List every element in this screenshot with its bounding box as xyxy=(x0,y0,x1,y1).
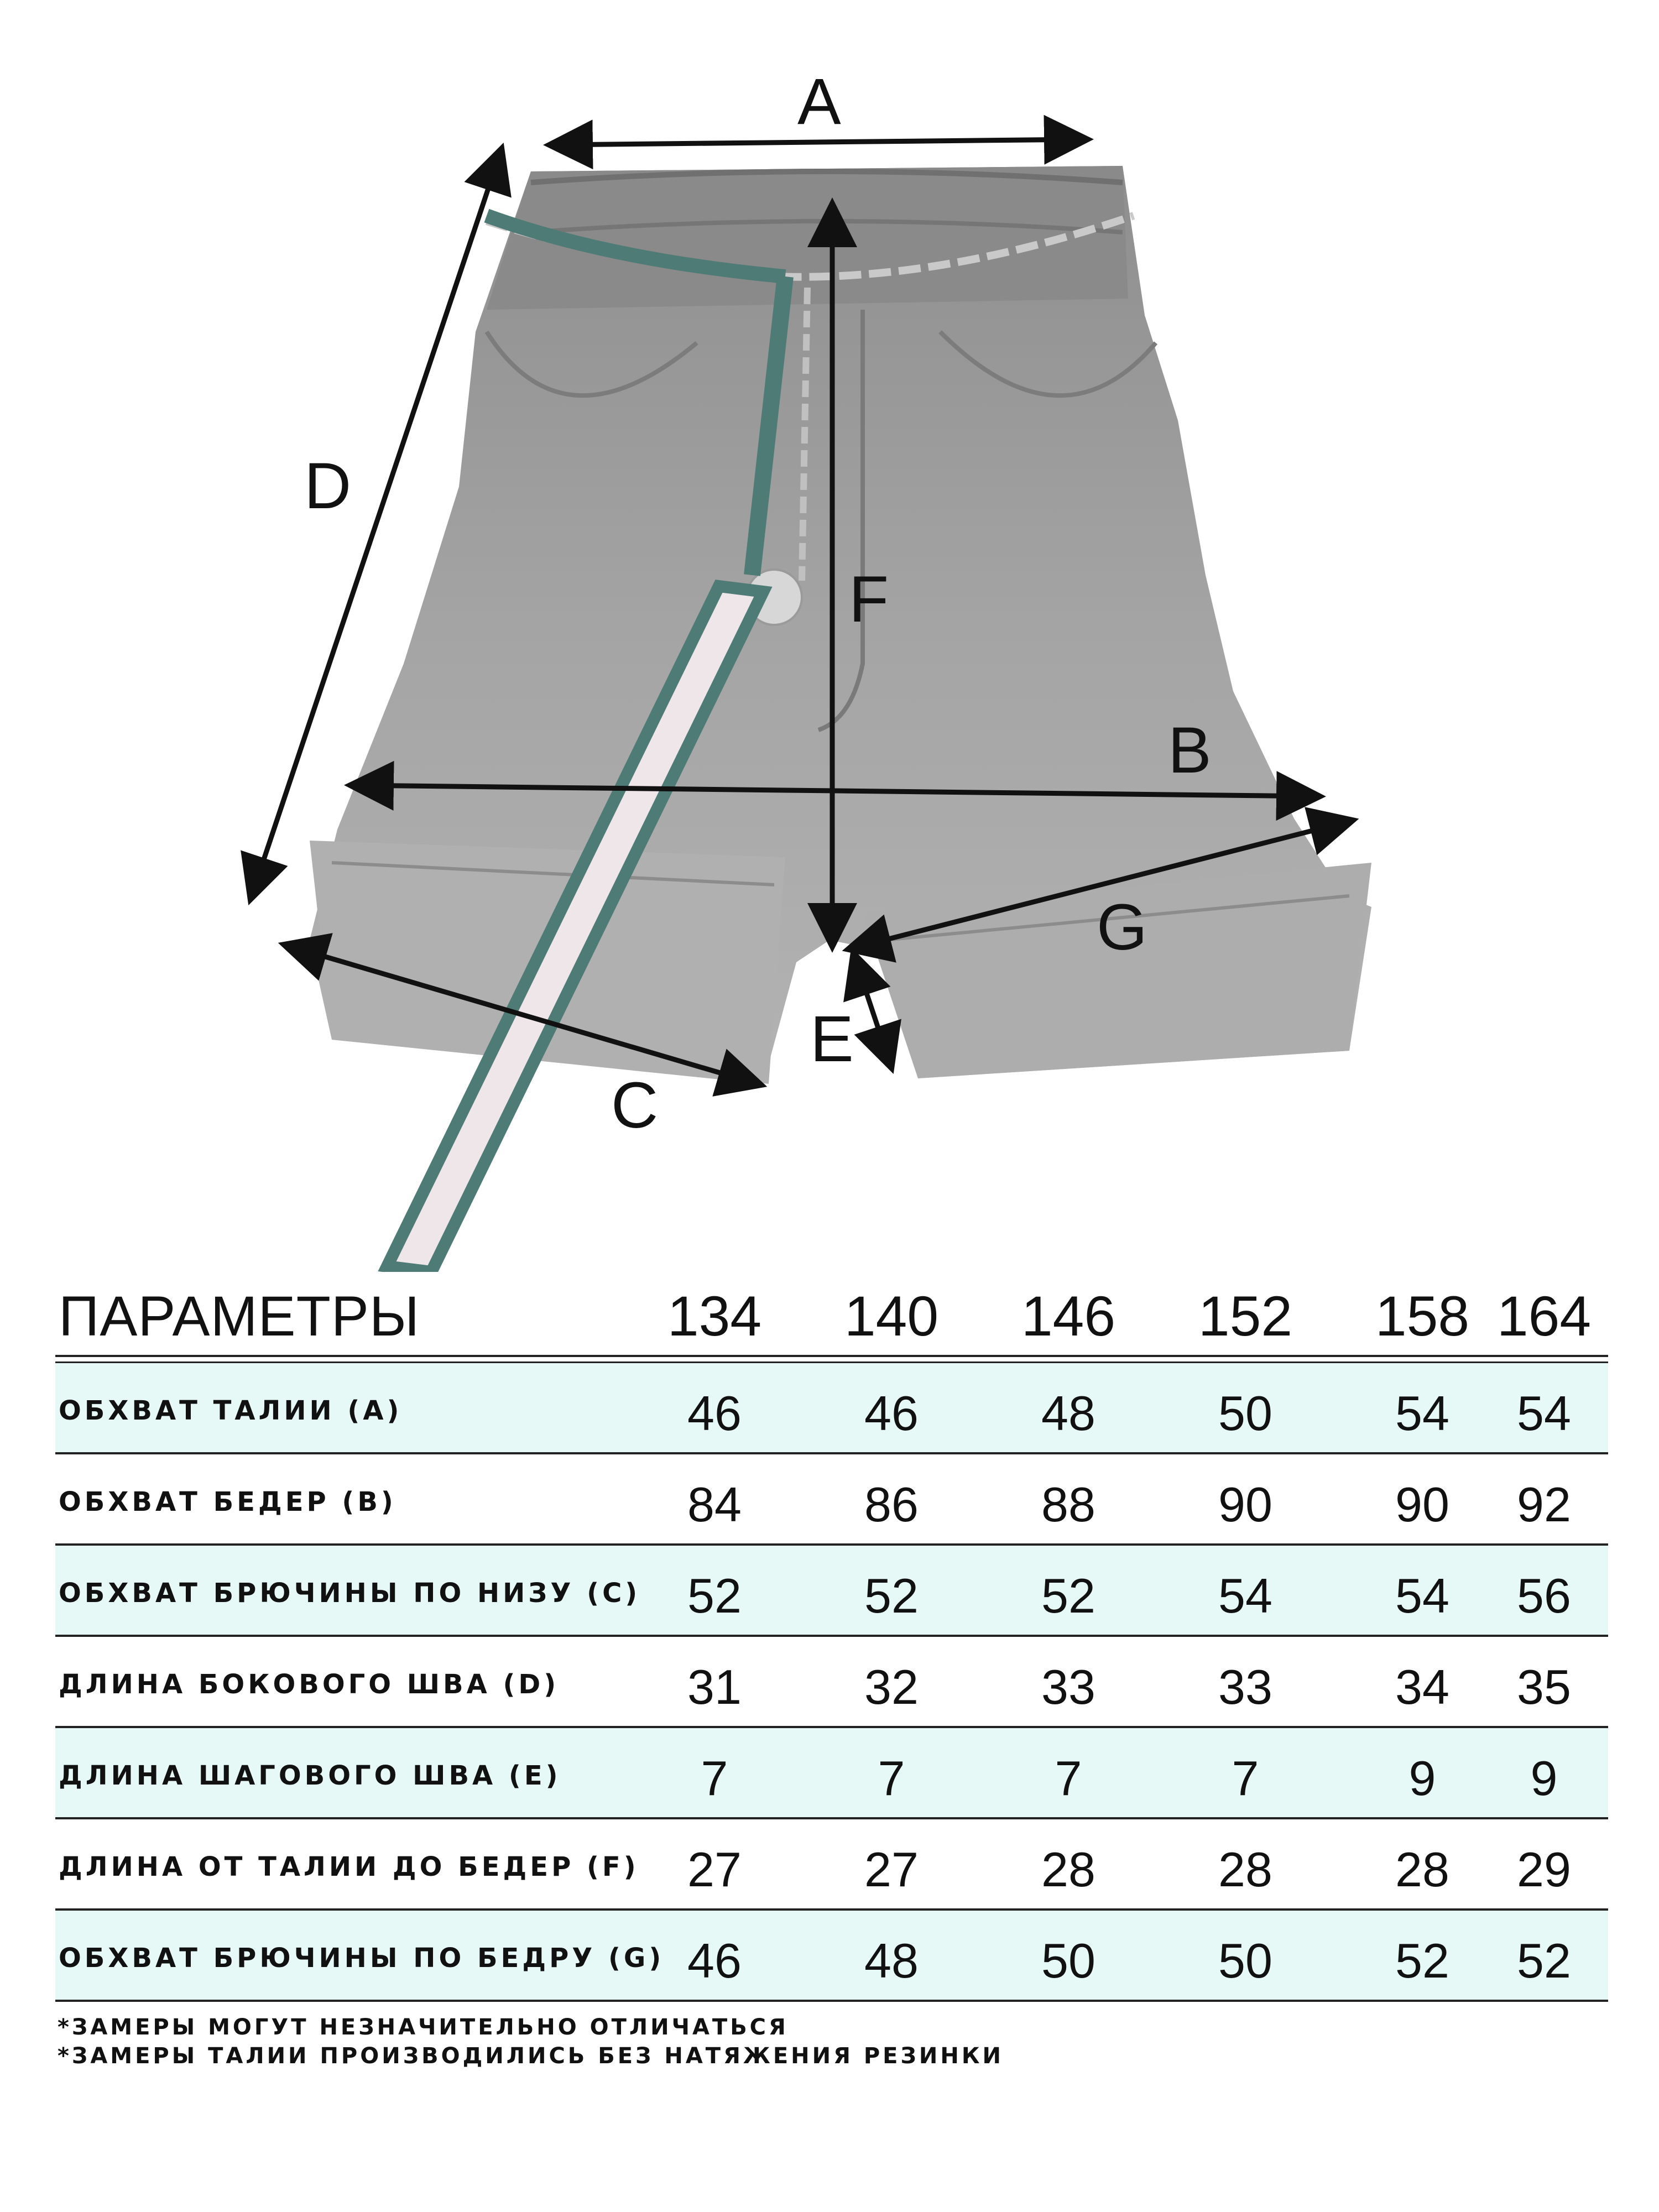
cell: 52 xyxy=(687,1568,742,1623)
cell: 9 xyxy=(1530,1751,1558,1806)
cell: 35 xyxy=(1517,1660,1571,1714)
cell: 50 xyxy=(1218,1386,1272,1441)
cell: 52 xyxy=(1041,1568,1095,1623)
size-134: 134 xyxy=(667,1285,762,1348)
cell: 28 xyxy=(1218,1842,1272,1897)
cell: 54 xyxy=(1395,1386,1449,1441)
table-header xyxy=(55,1272,1608,1355)
cell: 33 xyxy=(1041,1660,1095,1714)
cell: 92 xyxy=(1517,1477,1571,1532)
table-row xyxy=(55,1454,1608,1546)
header-rule-top xyxy=(55,1355,1608,1357)
cell: 7 xyxy=(878,1751,905,1806)
row-label: ДЛИНА ШАГОВОГО ШВА (Е) xyxy=(59,1760,561,1791)
cell: 28 xyxy=(1395,1842,1449,1897)
cell: 88 xyxy=(1041,1477,1095,1532)
cell: 86 xyxy=(864,1477,919,1532)
row-label: ДЛИНА БОКОВОГО ШВА (D) xyxy=(59,1669,560,1700)
cell: 46 xyxy=(687,1933,742,1988)
cell: 32 xyxy=(864,1660,919,1714)
cell: 48 xyxy=(864,1933,919,1988)
cell: 52 xyxy=(1395,1933,1449,1988)
size-146: 146 xyxy=(1021,1285,1116,1348)
table-row xyxy=(55,1546,1608,1637)
cell: 48 xyxy=(1041,1386,1095,1441)
label-b: B xyxy=(1168,714,1212,787)
row-label: ОБХВАТ БРЮЧИНЫ ПО НИЗУ (С) xyxy=(59,1578,641,1609)
cell: 56 xyxy=(1517,1568,1571,1623)
cell: 31 xyxy=(687,1660,742,1714)
cell: 54 xyxy=(1395,1568,1449,1623)
label-d: D xyxy=(304,450,352,523)
table-row xyxy=(55,1637,1608,1728)
cell: 84 xyxy=(687,1477,742,1532)
size-164: 164 xyxy=(1496,1285,1592,1348)
cell: 27 xyxy=(687,1842,742,1897)
row-label: ОБХВАТ БРЮЧИНЫ ПО БЕДРУ (G) xyxy=(59,1943,665,1974)
row-label: ДЛИНА ОТ ТАЛИИ ДО БЕДЕР (F) xyxy=(59,1851,639,1882)
row-label: ОБХВАТ ТАЛИИ (А) xyxy=(59,1395,403,1426)
row-label: ОБХВАТ БЕДЕР (В) xyxy=(59,1486,397,1517)
cell: 90 xyxy=(1395,1477,1449,1532)
footnote: *ЗАМЕРЫ МОГУТ НЕЗНАЧИТЕЛЬНО ОТЛИЧАТЬСЯ xyxy=(58,2015,789,2040)
cell: 52 xyxy=(864,1568,919,1623)
shorts-body xyxy=(310,166,1371,1084)
arrow-a xyxy=(553,139,1084,145)
cell: 46 xyxy=(687,1386,742,1441)
cell: 7 xyxy=(1055,1751,1082,1806)
cell: 52 xyxy=(1517,1933,1571,1988)
table-row xyxy=(55,1363,1608,1454)
footnotes xyxy=(58,2013,1004,2070)
size-140: 140 xyxy=(844,1285,939,1348)
cell: 29 xyxy=(1517,1842,1571,1897)
cell: 54 xyxy=(1517,1386,1571,1441)
table-row xyxy=(55,1819,1608,1911)
cell: 9 xyxy=(1408,1751,1436,1806)
label-f: F xyxy=(849,563,889,636)
cell: 50 xyxy=(1041,1933,1095,1988)
label-e: E xyxy=(810,1003,854,1076)
cell: 90 xyxy=(1218,1477,1272,1532)
table-title: ПАРАМЕТРЫ xyxy=(59,1285,420,1348)
cell: 7 xyxy=(701,1751,728,1806)
table-row xyxy=(55,1728,1608,1819)
footnote: *ЗАМЕРЫ ТАЛИИ ПРОИЗВОДИЛИСЬ БЕЗ НАТЯЖЕНИЯ РЕЗИНКИ xyxy=(58,2043,1004,2069)
label-a: A xyxy=(797,65,841,138)
cell: 54 xyxy=(1218,1568,1272,1623)
size-158: 158 xyxy=(1375,1285,1470,1348)
label-g: G xyxy=(1097,891,1147,964)
table-row xyxy=(55,1911,1608,2002)
label-c: C xyxy=(611,1069,659,1142)
cell: 7 xyxy=(1232,1751,1259,1806)
cell: 50 xyxy=(1218,1933,1272,1988)
cell: 28 xyxy=(1041,1842,1095,1897)
cell: 33 xyxy=(1218,1660,1272,1714)
cell: 27 xyxy=(864,1842,919,1897)
cell: 34 xyxy=(1395,1660,1449,1714)
cell: 46 xyxy=(864,1386,919,1441)
size-152: 152 xyxy=(1198,1285,1293,1348)
